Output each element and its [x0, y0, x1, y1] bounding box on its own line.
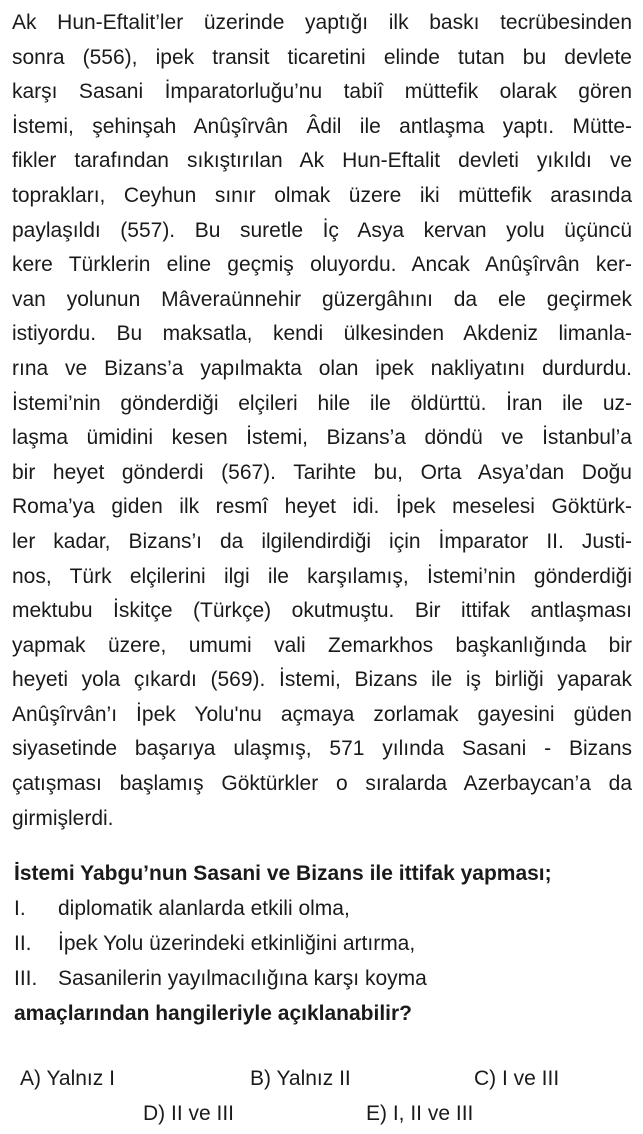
question-block — [14, 856, 632, 1031]
passage-line: nos, Türk elçilerini ilgi ile karşılamış, İstemi’nin gönderdiği — [12, 564, 632, 588]
question-closing: amaçlarından hangileriyle açıklanabilir? — [14, 1002, 412, 1025]
item-text: Sasanilerin yayılmacılığına karşı koyma — [58, 967, 427, 990]
passage-line: İstemi, şehinşah Anûşîrvân Âdil ile antlaşma yaptı. Mütte- — [12, 114, 632, 138]
passage — [12, 6, 632, 836]
item-number: II. — [14, 932, 32, 955]
passage-line: kere Türklerin eline geçmiş oluyordu. Ancak Anûşîrvân ker- — [12, 253, 632, 277]
passage-line: yapmak üzere, umumi vali Zemarkhos başkanlığında bir — [12, 633, 632, 657]
passage-line: laşma ümidini kesen İstemi, Bizans’a döndü ve İstanbul’a — [12, 426, 632, 450]
passage-line: çatışması başlamış Göktürkler o sıralarda Azerbaycan’a da — [12, 772, 632, 796]
passage-line: mektubu İskitçe (Türkçe) okutmuştu. Bir ittifak antlaşması — [12, 599, 632, 623]
passage-line: Anûşîrvân’ı İpek Yolu'nu açmaya zorlamak gayesini güden — [12, 702, 632, 726]
passage-line: karşı Sasani İmparatorluğu’nu tabiî müttefik olarak gören — [12, 80, 632, 104]
roman-item — [14, 926, 632, 961]
passage-line: heyeti yola çıkardı (569). İstemi, Bizans ile iş birliği yaparak — [12, 668, 632, 692]
passage-line: bir heyet gönderdi (567). Tarihte bu, Orta Asya’dan Doğu — [12, 460, 632, 484]
passage-line: İstemi’nin gönderdiği elçileri hile ile öldürttü. İran ile uz- — [12, 391, 632, 415]
passage-line: istiyordu. Bu maksatla, kendi ülkesinden Akdeniz limanla- — [12, 322, 632, 346]
item-text: diplomatik alanlarda etkili olma, — [58, 897, 350, 920]
passage-line: Roma’ya giden ilk resmî heyet idi. İpek meselesi Göktürk- — [12, 495, 632, 519]
option-a[interactable]: A) Yalnız I — [20, 1067, 115, 1090]
passage-line: sonra (556), ipek transit ticaretini elinde tutan bu devlete — [12, 45, 632, 69]
item-number: I. — [14, 897, 26, 920]
passage-line: paylaşıldı (557). Bu suretle İç Asya kervan yolu üçüncü — [12, 218, 632, 242]
item-number: III. — [14, 967, 38, 990]
option-c[interactable]: C) I ve III — [474, 1067, 560, 1090]
option-e[interactable]: E) I, II ve III — [366, 1102, 474, 1125]
passage-line: ler kadar, Bizans’ı da ilgilendirdiği için İmparator II. Justi- — [12, 529, 632, 553]
passage-line: toprakları, Ceyhun sınır olmak üzere iki müttefik arasında — [12, 183, 632, 207]
roman-item — [14, 961, 632, 996]
question-stem: İstemi Yabgu’nun Sasani ve Bizans ile ittifak yapması; — [14, 862, 552, 885]
item-text: İpek Yolu üzerindeki etkinliğini artırma, — [58, 932, 416, 955]
passage-line: Ak Hun-Eftalit’ler üzerinde yaptığı ilk baskı tecrübesinden — [12, 11, 632, 34]
passage-line: van yolunun Mâveraünnehir güzergâhını da ele geçirmek — [12, 287, 632, 311]
passage-line: fikler tarafından sıkıştırılan Ak Hun-Eftalit devleti yıkıldı ve — [12, 149, 632, 173]
passage-line: girmişlerdi. — [12, 806, 114, 830]
passage-line: siyasetinde başarıya ulaşmış, 571 yılında Sasani - Bizans — [12, 737, 632, 761]
option-b[interactable]: B) Yalnız II — [250, 1067, 351, 1090]
option-d[interactable]: D) II ve III — [143, 1102, 235, 1125]
roman-item — [14, 891, 632, 926]
passage-line: rına ve Bizans’a yapılmakta olan ipek nakliyatını durdurdu. — [12, 356, 632, 380]
